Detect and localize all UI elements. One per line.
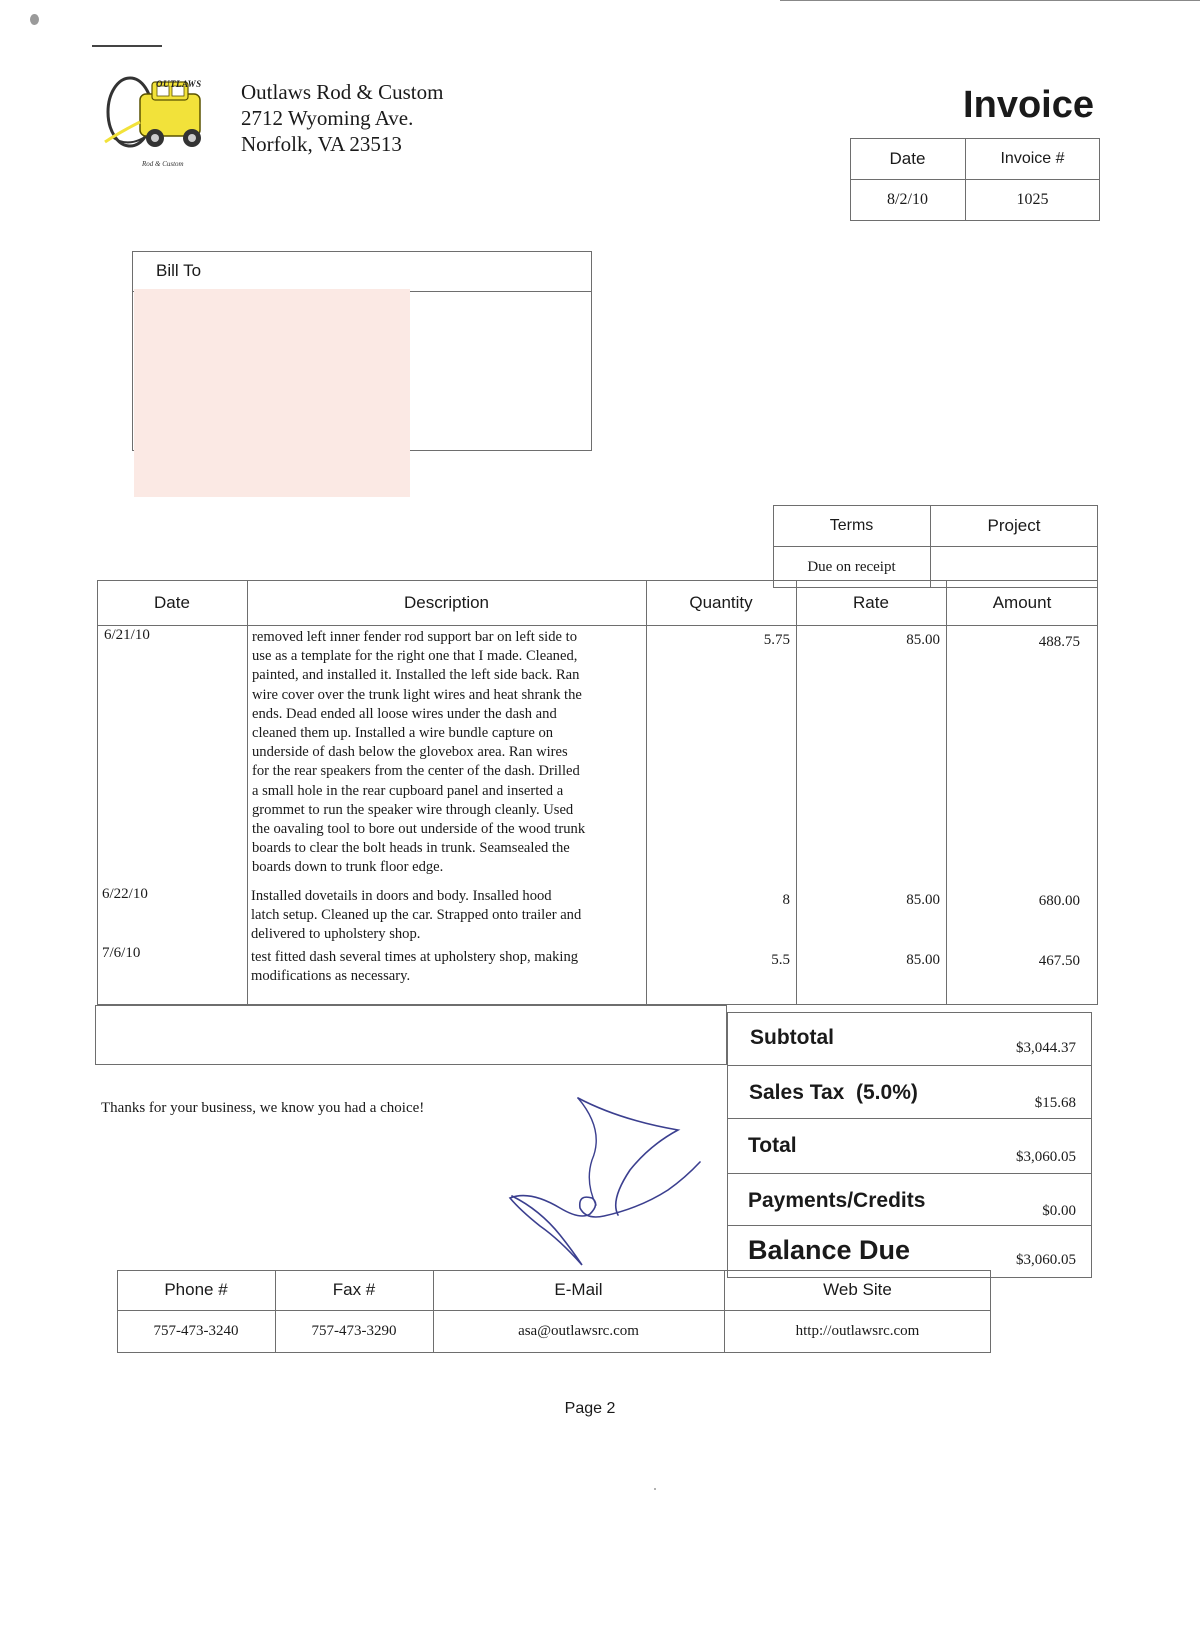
- line-item-rate: 85.00: [906, 632, 940, 648]
- subtotal-value: $3,044.37: [1016, 1040, 1076, 1056]
- terms-value: Due on receipt: [807, 558, 896, 575]
- terms-label: Terms: [829, 516, 874, 534]
- document-title: Invoice: [963, 84, 1094, 126]
- scan-mark: [92, 45, 162, 47]
- notes-box: [95, 1005, 727, 1065]
- payments-credits-label: Payments/Credits: [748, 1189, 926, 1212]
- header-date-label: Date: [889, 148, 926, 168]
- payments-credits-value: $0.00: [1042, 1203, 1076, 1219]
- header-invoice-label: Invoice #: [1000, 149, 1065, 167]
- invoice-number: 1025: [1016, 191, 1049, 208]
- col-header-amount: Amount: [992, 592, 1052, 612]
- website-url[interactable]: http://outlawsrc.com: [795, 1323, 920, 1339]
- line-item-quantity: 8: [782, 892, 790, 908]
- company-name: Outlaws Rod & Custom: [241, 80, 444, 104]
- col-header-quantity: Quantity: [689, 592, 753, 612]
- email-address[interactable]: asa@outlawsrc.com: [518, 1323, 639, 1339]
- thanks-note: Thanks for your business, we know you had a choice!: [101, 1100, 425, 1116]
- line-item-quantity: 5.75: [763, 632, 790, 648]
- line-item-amount: 467.50: [1038, 953, 1080, 969]
- email-label: E-Mail: [554, 1280, 603, 1299]
- scan-edge: [780, 0, 1200, 1]
- line-item-quantity: 5.5: [771, 952, 790, 968]
- signature: [500, 1090, 720, 1270]
- invoice-date: 8/2/10: [887, 191, 928, 208]
- company-logo: [100, 72, 220, 172]
- phone-label: Phone #: [164, 1280, 228, 1299]
- logo-subtext: Rod & Custom: [142, 160, 184, 168]
- project-label: Project: [987, 515, 1041, 535]
- logo-text: OUTLAWS: [156, 79, 202, 89]
- scan-speck: [654, 1488, 656, 1490]
- balance-due-label: Balance Due: [748, 1235, 911, 1265]
- fax-number: 757-473-3290: [311, 1323, 397, 1339]
- page-number: Page 2: [564, 1400, 616, 1417]
- scan-speck: [30, 14, 39, 25]
- line-item-description: test fitted dash several times at upholstery shop, making modifications as necessary.: [251, 949, 579, 985]
- subtotal-label: Subtotal: [750, 1026, 834, 1049]
- line-item-amount: 488.75: [1038, 634, 1080, 650]
- fax-label: Fax #: [332, 1280, 376, 1299]
- col-header-rate: Rate: [853, 592, 889, 612]
- redacted-address: [134, 289, 410, 497]
- line-item-date: 7/6/10: [102, 945, 141, 961]
- sales-tax-label: Sales Tax (5.0%): [749, 1081, 918, 1104]
- total-value: $3,060.05: [1016, 1149, 1076, 1165]
- company-city: Norfolk, VA 23513: [241, 132, 402, 156]
- line-item-description: Installed dovetails in doors and body. Insalled hood latch setup. Cleaned up the car. Strapped onto trailer and delivered to upholstery shop.: [251, 888, 582, 943]
- company-street: 2712 Wyoming Ave.: [241, 106, 414, 130]
- sales-tax-value: $15.68: [1034, 1095, 1076, 1111]
- col-header-date: Date: [154, 592, 190, 612]
- line-item-rate: 85.00: [906, 952, 940, 968]
- website-label: Web Site: [823, 1280, 892, 1299]
- phone-number: 757-473-3240: [153, 1323, 239, 1339]
- line-item-description: removed left inner fender rod support bar on left side to use as a template for the right one that I made. Cleaned, painted, and installed it. Installed the left side back. Ran wire cover over the trunk light wires and heat shrank the ends. Dead ended all loose wires under the dash and cleaned them up. Installed a wire bundle capture on underside of dash below the glovebox area. Ran wires for the rear speakers from the center of the dash. Drilled a small hole in the rear cupboard panel and inserted a grommet to run the speaker wire through cleanly. Used the oavaling tool to bore out underside of the wood trunk boards to clear the bolt heads in trunk. Seamsealed the boards down to trunk floor edge.: [252, 629, 586, 876]
- line-item-rate: 85.00: [906, 892, 940, 908]
- balance-due-value: $3,060.05: [1016, 1252, 1076, 1268]
- line-item-date: 6/22/10: [102, 886, 148, 902]
- line-item-amount: 680.00: [1038, 893, 1080, 909]
- bill-to-label: Bill To: [156, 261, 202, 280]
- line-item-date: 6/21/10: [104, 627, 150, 643]
- total-label: Total: [748, 1134, 797, 1157]
- col-header-description: Description: [403, 592, 490, 612]
